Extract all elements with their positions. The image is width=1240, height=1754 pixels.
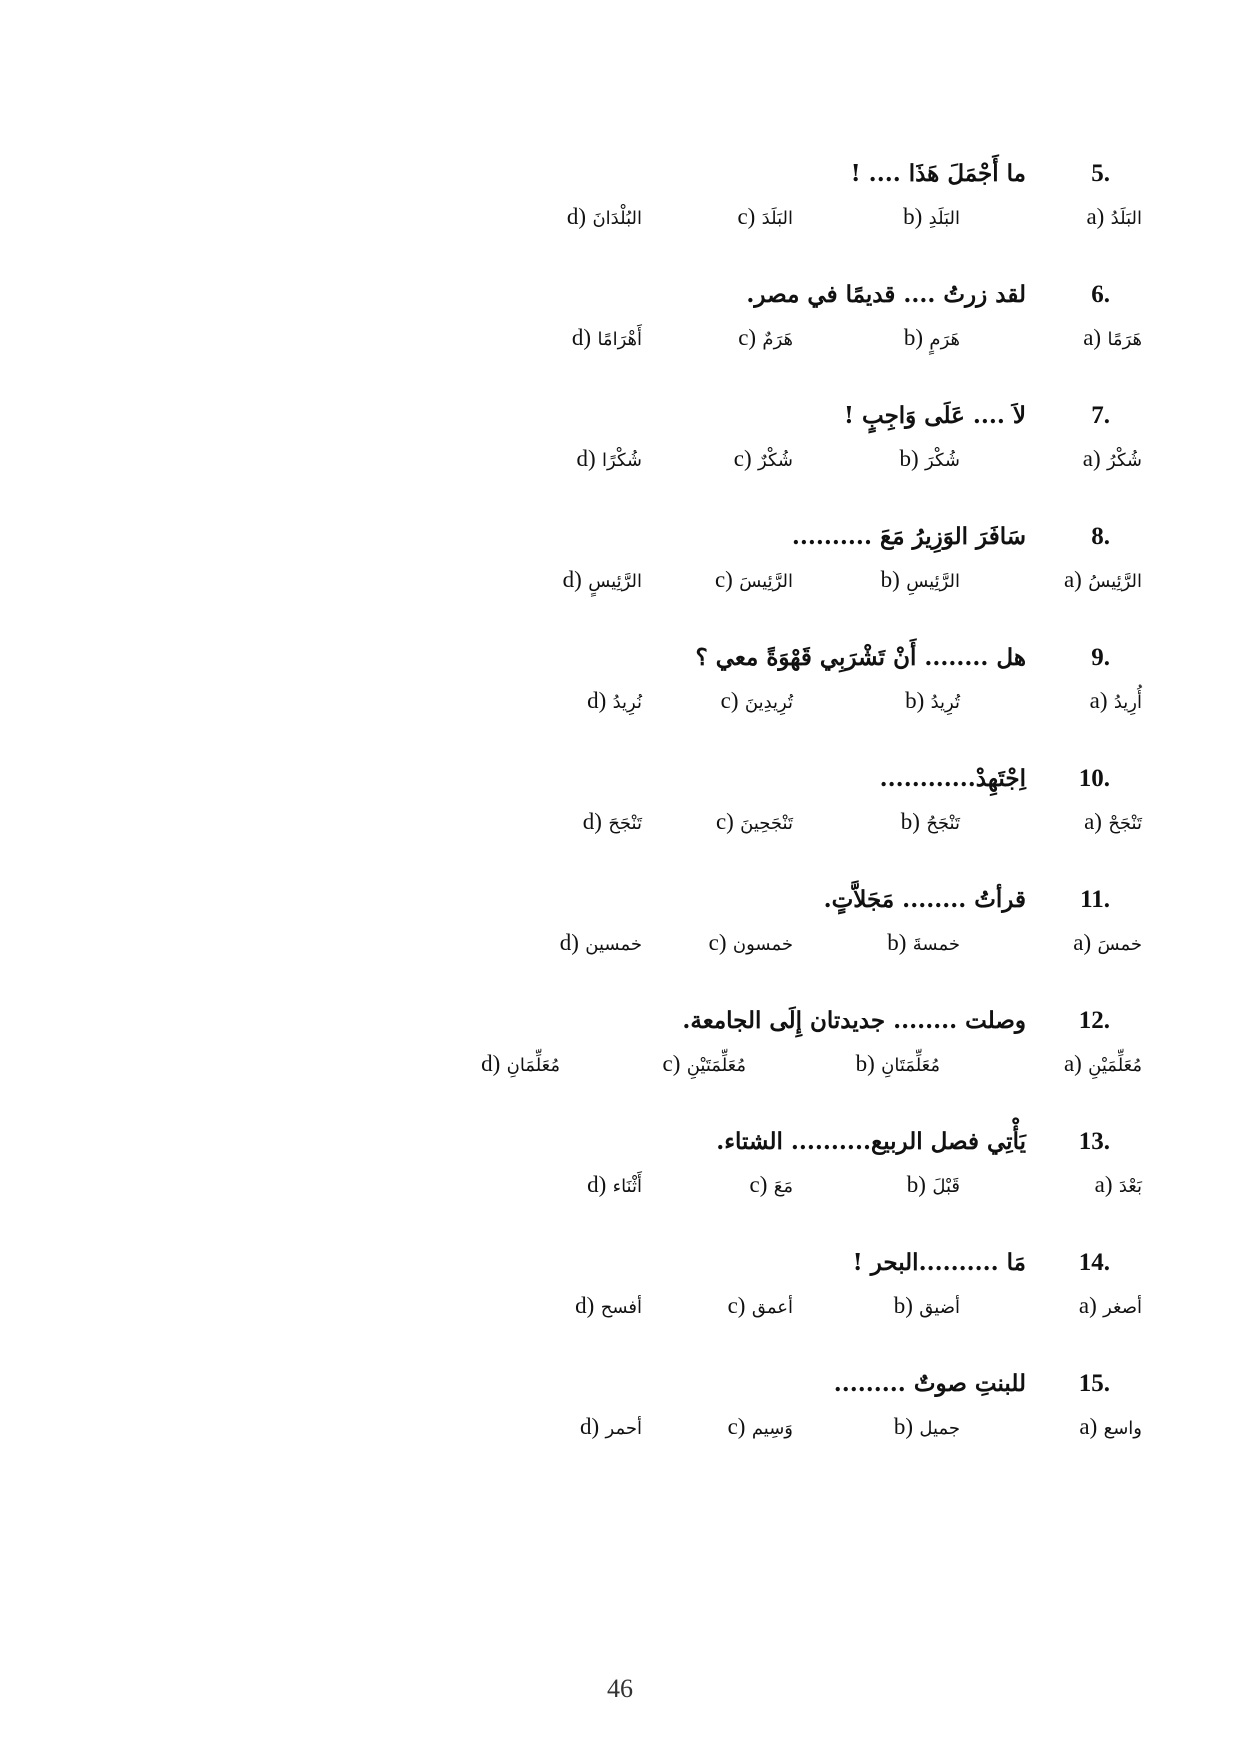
question-number: 14. [1078, 1249, 1110, 1276]
option-c [750, 1166, 793, 1204]
option-d [583, 803, 642, 841]
option-text: أضيق [919, 1297, 960, 1318]
option-text: مُعَلِّمَتَانِ [881, 1055, 940, 1076]
option-letter: d) [481, 1051, 501, 1076]
question-text: سَافَرَ الوَزِيرُ مَعَ .......... [791, 523, 1026, 550]
option-d [572, 319, 642, 357]
option-letter: a) [1084, 809, 1102, 834]
option-a [1083, 319, 1142, 357]
question-number: 15. [1078, 1370, 1110, 1397]
option-a [1083, 440, 1142, 478]
option-a [1084, 803, 1142, 841]
question-8 [0, 517, 1240, 627]
option-b [881, 561, 960, 599]
question-header [824, 880, 1110, 920]
question-number: 7. [1091, 402, 1110, 429]
option-text: شُكْرٌ [758, 450, 793, 471]
question-header [696, 638, 1110, 678]
option-letter: c) [708, 930, 727, 955]
option-text: تَنْجَحْ [1108, 813, 1142, 834]
option-letter: b) [855, 1051, 875, 1076]
option-letter: a) [1079, 1414, 1098, 1439]
option-text: نُرِيدُ [612, 692, 642, 713]
option-letter: a) [1094, 1172, 1113, 1197]
question-number: 5. [1091, 160, 1110, 187]
option-c [738, 319, 793, 357]
option-d [577, 440, 643, 478]
question-header [880, 759, 1110, 799]
option-text: تَنْجَحُ [926, 813, 960, 834]
option-letter: c) [727, 1293, 746, 1318]
question-14 [0, 1243, 1240, 1353]
option-text: أصغر [1103, 1297, 1142, 1318]
option-letter: b) [905, 688, 925, 713]
option-text: البَلَدِ [928, 208, 960, 229]
question-text: مَا ..........البحر ! [852, 1249, 1026, 1276]
option-text: هَرَمٌ [762, 329, 793, 350]
option-d [567, 198, 642, 236]
option-letter: c) [749, 1172, 768, 1197]
option-letter: b) [887, 930, 907, 955]
option-letter: d) [582, 809, 602, 834]
option-text: الرَّئِيسَ [739, 571, 793, 592]
option-text: مُعَلِّمَانِ [506, 1055, 560, 1076]
question-text: قرأتُ ........ مَجَلاَّتٍ. [823, 886, 1026, 913]
option-text: الرَّئِيسٍ [588, 571, 642, 592]
option-letter: c) [662, 1051, 681, 1076]
option-d [575, 1287, 642, 1325]
option-a [1079, 1408, 1142, 1446]
option-letter: c) [714, 567, 733, 592]
option-letter: c) [738, 325, 757, 350]
question-text: للبنتِ صوتٌ ......... [833, 1370, 1026, 1397]
option-c [715, 561, 793, 599]
question-11 [0, 880, 1240, 990]
option-letter: d) [587, 688, 607, 713]
option-text: جميل [919, 1418, 960, 1439]
option-letter: c) [737, 204, 756, 229]
option-text: الرَّئِيسُ [1088, 571, 1142, 592]
option-text: شُكْرًا [602, 450, 642, 471]
option-text: أَثْنَاء [612, 1176, 642, 1197]
question-number: 12. [1078, 1007, 1110, 1034]
option-text: تُرِيدُ [930, 692, 960, 713]
option-b [856, 1045, 940, 1083]
option-c [728, 1408, 793, 1446]
option-text: تَنْجَحِينَ [740, 813, 793, 834]
option-text: أحمر [605, 1418, 642, 1439]
question-text: لاَ .... عَلَى وَاجِبٍ ! [843, 402, 1026, 429]
option-c [728, 1287, 793, 1325]
option-letter: d) [571, 325, 592, 350]
question-text: هل ........ أَنْ تَشْرَبِي قَهْوَةً معي ؟ [695, 644, 1026, 671]
option-text: خمسون [732, 934, 793, 955]
option-letter: a) [1082, 446, 1101, 471]
option-b [904, 319, 960, 357]
option-text: البَلَدُ [1110, 208, 1142, 229]
option-c [716, 803, 793, 841]
option-letter: d) [587, 1172, 607, 1197]
option-a [1086, 198, 1142, 236]
option-text: هَرَمٍ [929, 329, 960, 350]
option-letter: d) [580, 1414, 600, 1439]
option-letter: b) [899, 446, 919, 471]
question-7 [0, 396, 1240, 506]
question-header [792, 517, 1110, 557]
option-d [563, 561, 642, 599]
option-letter: d) [562, 567, 582, 592]
question-header [746, 275, 1110, 315]
option-a [1064, 1045, 1142, 1083]
option-a [1090, 682, 1142, 720]
question-header [834, 1364, 1110, 1404]
option-letter: c) [727, 1414, 746, 1439]
option-c [709, 924, 793, 962]
question-text: ما أَجْمَلَ هَذَا .... ! [850, 160, 1026, 187]
option-letter: d) [559, 930, 579, 955]
question-header [851, 154, 1110, 194]
page-number: 46 [607, 1674, 633, 1703]
option-letter: a) [1083, 325, 1102, 350]
option-text: واسع [1103, 1418, 1142, 1439]
option-a [1079, 1287, 1142, 1325]
option-letter: d) [575, 1293, 595, 1318]
option-text: البُلْدَانَ [592, 208, 642, 229]
question-text: اِجْتَهِدْ............ [879, 765, 1026, 792]
option-letter: b) [893, 1293, 913, 1318]
option-letter: b) [903, 204, 923, 229]
question-12 [0, 1001, 1240, 1111]
question-10 [0, 759, 1240, 869]
question-number: 6. [1091, 281, 1110, 308]
option-text: مُعَلِّمَيْنِ [1088, 1055, 1142, 1076]
option-c [721, 682, 793, 720]
question-header [853, 1243, 1110, 1283]
option-a [1064, 561, 1142, 599]
option-letter: a) [1063, 1051, 1082, 1076]
option-text: أعمق [751, 1297, 793, 1318]
option-text: هَرَمًا [1107, 329, 1142, 350]
question-number: 13. [1078, 1128, 1110, 1155]
option-text: مَعَ [773, 1176, 793, 1197]
question-header [716, 1122, 1110, 1162]
option-text: وَسِيم [751, 1418, 793, 1439]
question-header [844, 396, 1110, 436]
option-d [587, 1166, 642, 1204]
question-13 [0, 1122, 1240, 1232]
question-9 [0, 638, 1240, 748]
option-text: شُكْرُ [1107, 450, 1142, 471]
option-letter: a) [1086, 204, 1105, 229]
option-letter: c) [720, 688, 739, 713]
option-b [894, 1287, 960, 1325]
option-b [905, 682, 960, 720]
question-number: 10. [1078, 765, 1110, 792]
option-text: شُكْرَ [925, 450, 960, 471]
option-d [587, 682, 642, 720]
option-letter: c) [733, 446, 752, 471]
question-15 [0, 1364, 1240, 1474]
option-text: البَلَدَ [761, 208, 793, 229]
option-letter: d) [576, 446, 596, 471]
option-b [894, 1408, 960, 1446]
option-text: خمسَ [1097, 934, 1142, 955]
option-a [1095, 1166, 1142, 1204]
option-letter: a) [1073, 930, 1092, 955]
option-text: تُرِيدِينَ [744, 692, 793, 713]
question-number: 11. [1080, 886, 1110, 913]
option-b [907, 1166, 960, 1204]
option-text: أفسح [600, 1297, 642, 1318]
option-b [903, 198, 960, 236]
option-letter: d) [566, 204, 587, 229]
option-text: أُرِيدُ [1113, 692, 1142, 713]
question-text: لقد زرتُ .... قديمًا في مصر. [746, 281, 1026, 308]
question-number: 9. [1091, 644, 1110, 671]
option-letter: a) [1078, 1293, 1097, 1318]
question-text: وصلت ........ جديدتان إِلَى الجامعة. [682, 1007, 1026, 1034]
option-text: الرَّئِيسِ [906, 571, 960, 592]
option-letter: b) [903, 325, 924, 350]
option-d [481, 1045, 560, 1083]
option-text: أَهْرَامًا [597, 329, 642, 350]
option-b [900, 440, 961, 478]
option-c [663, 1045, 747, 1083]
option-b [887, 924, 960, 962]
option-d [580, 1408, 642, 1446]
option-b [901, 803, 960, 841]
option-a [1073, 924, 1142, 962]
option-letter: a) [1063, 567, 1082, 592]
option-text: بَعْدَ [1118, 1176, 1142, 1197]
option-d [560, 924, 642, 962]
question-5 [0, 154, 1240, 264]
option-letter: b) [906, 1172, 926, 1197]
option-text: تَنْجَحَ [608, 813, 642, 834]
option-letter: a) [1089, 688, 1108, 713]
question-header [682, 1001, 1110, 1041]
option-c [734, 440, 793, 478]
option-c [737, 198, 793, 236]
option-letter: c) [715, 809, 734, 834]
option-letter: b) [893, 1414, 914, 1439]
question-6 [0, 275, 1240, 385]
option-letter: b) [880, 567, 900, 592]
option-text: قَبْلَ [932, 1176, 960, 1197]
option-letter: b) [900, 809, 920, 834]
question-text: يَأْتِي فصل الربيع.......... الشتاء. [716, 1128, 1026, 1155]
option-text: خمسةَ [912, 934, 960, 955]
option-text: مُعَلِّمَتَيْنِ [686, 1055, 746, 1076]
question-number: 8. [1091, 523, 1110, 550]
option-text: خمسين [585, 934, 642, 955]
